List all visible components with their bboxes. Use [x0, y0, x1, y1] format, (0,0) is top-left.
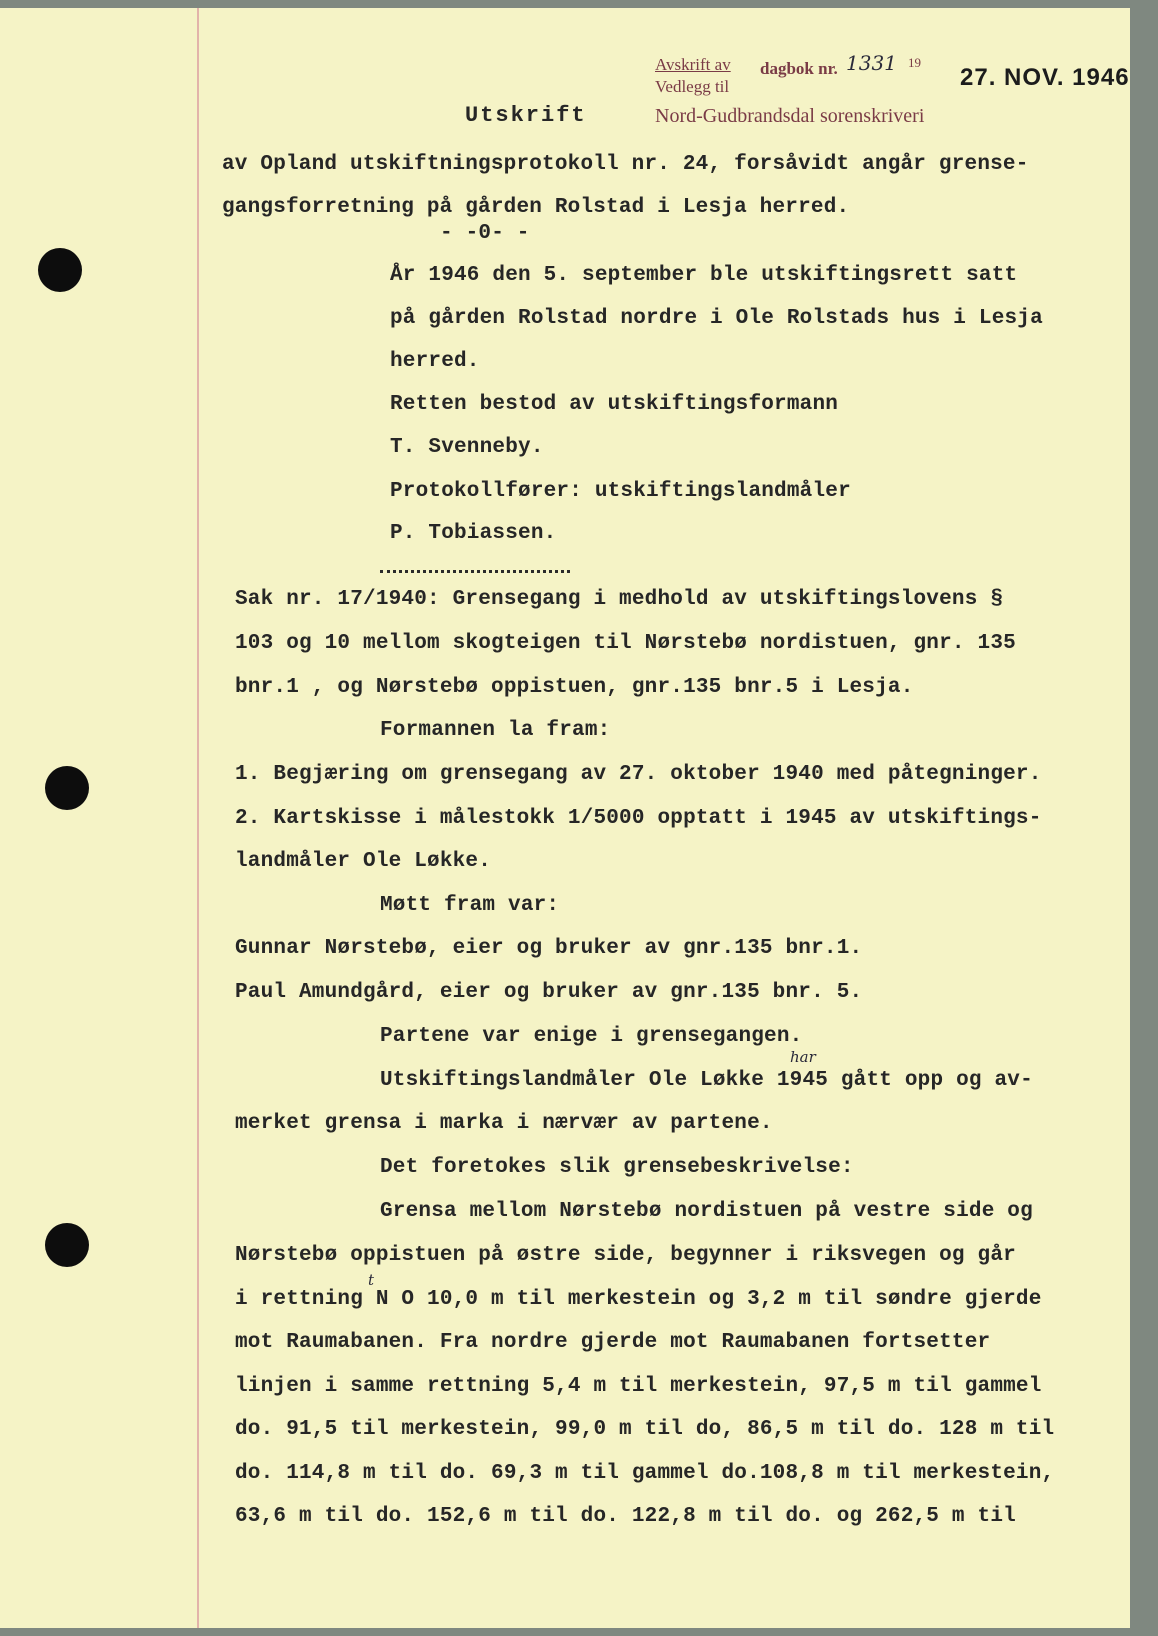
text-line: i rettning N O 10,0 m til merkestein og 3,2 m til søndre gjerde [235, 1288, 1042, 1311]
stamp-dagbok-number: 1331 [846, 51, 897, 75]
text-line: do. 91,5 til merkestein, 99,0 m til do, 86,5 m til do. 128 m til [235, 1418, 1055, 1441]
text-line: Grensa mellom Nørstebø nordistuen på vestre side og [380, 1200, 1033, 1223]
document-title: Utskrift [465, 103, 587, 128]
text-line: Partene var enige i grensegangen. [380, 1025, 803, 1048]
text-line: Det foretokes slik grensebeskrivelse: [380, 1156, 854, 1179]
margin-line [197, 8, 199, 1628]
text-line: Nørstebø oppistuen på østre side, begynner i riksvegen og går [235, 1244, 1016, 1267]
text-line: År 1946 den 5. september ble utskiftingsrett satt [390, 264, 1018, 287]
handwritten-insert: har [790, 1048, 816, 1066]
document-page [0, 8, 1130, 1628]
text-line: på gården Rolstad nordre i Ole Rolstads hus i Lesja [390, 307, 1043, 330]
text-line: Utskiftingslandmåler Ole Løkke 1945 gått opp og av- [380, 1069, 1033, 1092]
text-line: mot Raumabanen. Fra nordre gjerde mot Raumabanen fortsetter [235, 1331, 991, 1354]
text-line: do. 114,8 m til do. 69,3 m til gammel do.108,8 m til merkestein, [235, 1462, 1055, 1485]
text-line: Protokollfører: utskiftingslandmåler [390, 480, 851, 503]
punch-hole-icon [45, 766, 89, 810]
stamp-dagbok-label: dagbok nr. [760, 59, 838, 78]
text-line: 2. Kartskisse i målestokk 1/5000 opptatt i 1945 av utskiftings- [235, 807, 1042, 830]
stamp-line-vedlegg: Vedlegg til [655, 77, 730, 96]
text-line: Sak nr. 17/1940: Grensegang i medhold av utskiftingslovens § [235, 588, 1004, 611]
text-line: T. Svenneby. [390, 436, 544, 459]
text-line: - -0- - [440, 222, 530, 245]
text-line: Gunnar Nørstebø, eier og bruker av gnr.135 bnr.1. [235, 937, 863, 960]
text-line: Paul Amundgård, eier og bruker av gnr.135 bnr. 5. [235, 981, 863, 1004]
separator-rule [380, 570, 570, 573]
text-line: landmåler Ole Løkke. [235, 850, 492, 873]
punch-hole-icon [38, 248, 82, 292]
text-line: Møtt fram var: [380, 894, 560, 917]
text-line: Formannen la fram: [380, 719, 611, 742]
text-line: gangsforretning på gården Rolstad i Lesja herred. [222, 196, 850, 219]
text-line: Retten bestod av utskiftingsformann [390, 393, 839, 416]
stamp-year-prefix: 19 [908, 55, 921, 70]
text-line: P. Tobiassen. [390, 522, 557, 545]
text-line: bnr.1 , og Nørstebø oppistuen, gnr.135 bnr.5 i Lesja. [235, 676, 914, 699]
text-line: merket grensa i marka i nærvær av partene. [235, 1112, 773, 1135]
superscript-insert: t [368, 1271, 375, 1289]
text-line: linjen i samme rettning 5,4 m til merkestein, 97,5 m til gammel [235, 1375, 1042, 1398]
stamp-line-avskrift: Avskrift av [655, 55, 731, 74]
stamp-court-name: Nord-Gudbrandsdal sorenskriveri [655, 105, 925, 127]
punch-hole-icon [45, 1223, 89, 1267]
text-line: 103 og 10 mellom skogteigen til Nørstebø nordistuen, gnr. 135 [235, 632, 1016, 655]
stamp-date: 27. NOV. 1946 [960, 64, 1130, 91]
text-line: herred. [390, 350, 480, 373]
text-line: 1. Begjæring om grensegang av 27. oktober 1940 med påtegninger. [235, 763, 1042, 786]
text-line: 63,6 m til do. 152,6 m til do. 122,8 m til do. og 262,5 m til [235, 1505, 1016, 1528]
text-line: av Opland utskiftningsprotokoll nr. 24, forsåvidt angår grense- [222, 153, 1029, 176]
